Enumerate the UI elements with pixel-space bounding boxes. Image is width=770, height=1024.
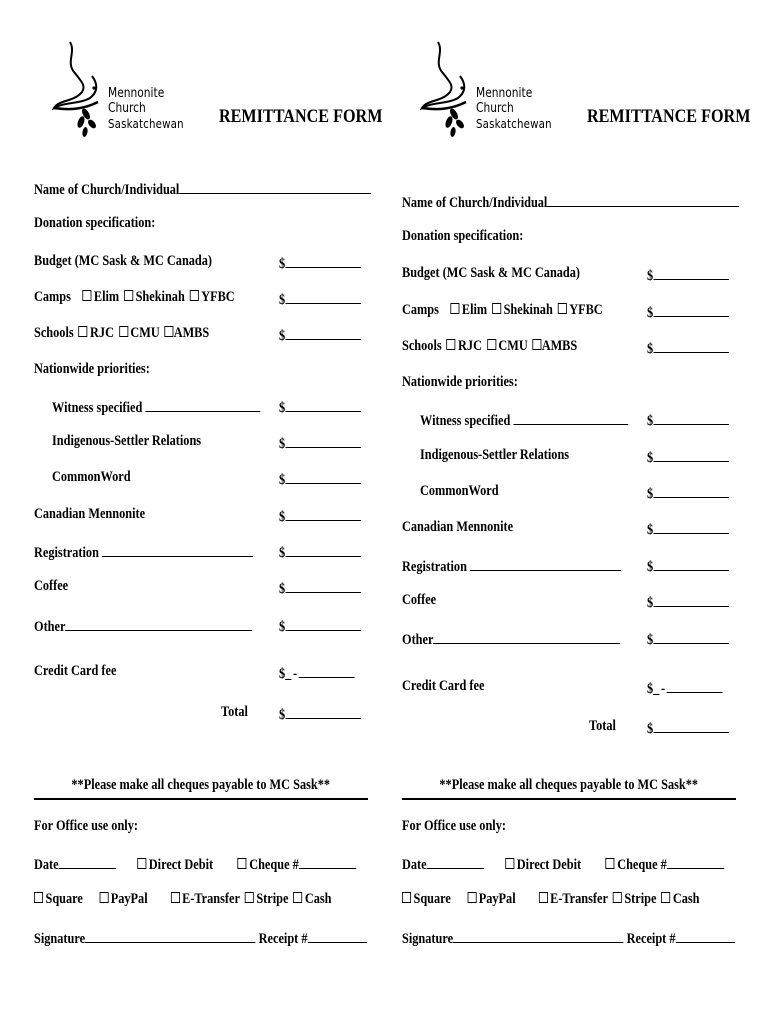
form-title: REMITTANCE FORM [587,106,751,127]
donation-spec-label: Donation specification: [402,228,524,244]
checkbox-paypal[interactable] [467,892,476,903]
budget-label: Budget (MC Sask & MC Canada) [34,253,213,269]
witness-row[interactable]: Witness specified [420,410,628,430]
isr-label: Indigenous-Settler Relations [52,433,202,449]
checkbox-stripe[interactable] [245,892,254,903]
name-label: Name of Church/Individual [402,195,548,211]
other-row[interactable]: Other [34,616,252,636]
canadian-mennonite-label: Canadian Mennonite [34,506,146,522]
nationwide-label: Nationwide priorities: [402,374,518,390]
total-label: Total [221,704,248,720]
logo-line-2: Church [476,101,514,116]
camps-row: Camps Elim Shekinah YFBC [34,289,235,305]
other-amount[interactable]: $ [279,616,361,636]
mc-sask-logo [52,40,192,140]
canadian-mennonite-amount[interactable]: $ [279,506,361,526]
remittance-form-right [402,0,751,1024]
office-use-label: For Office use only: [34,818,138,834]
coffee-amount[interactable]: $ [647,592,729,612]
credit-card-fee-label: Credit Card fee [34,663,117,679]
camps-amount[interactable]: $ [279,289,361,309]
office-row-1: Date Direct Debit Cheque # [402,854,724,874]
witness-amount[interactable]: $ [647,410,729,430]
name-label: Name of Church/Individual [34,182,180,198]
office-use-label: For Office use only: [402,818,506,834]
cheques-note: **Please make all cheques payable to MC Sask** [71,777,331,793]
credit-card-fee-amount[interactable]: $_ - [279,663,354,683]
divider [402,798,736,800]
checkbox-ambs[interactable] [165,326,174,337]
registration-amount[interactable]: $ [647,556,729,576]
checkbox-rjc[interactable] [447,339,456,350]
checkbox-paypal[interactable] [99,892,108,903]
schools-amount[interactable]: $ [647,338,729,358]
logo-line-1: Mennonite [108,86,165,101]
donation-spec-label: Donation specification: [34,215,156,231]
camps-label: Camps [34,289,71,305]
checkbox-cmu[interactable] [487,339,496,350]
checkbox-shekinah[interactable] [492,303,501,314]
checkbox-cmu[interactable] [119,326,128,337]
date-label: Date [34,857,59,873]
schools-row: Schools RJC CMU AMBS [402,338,578,354]
budget-label: Budget (MC Sask & MC Canada) [402,265,581,281]
isr-amount[interactable]: $ [647,447,729,467]
checkbox-yfbc[interactable] [558,303,567,314]
checkbox-cash[interactable] [661,892,670,903]
checkbox-direct-debit[interactable] [137,858,146,869]
total-label: Total [589,718,616,734]
checkbox-rjc[interactable] [79,326,88,337]
checkbox-stripe[interactable] [613,892,622,903]
budget-amount[interactable]: $ [647,265,729,285]
camps-row: Camps Elim Shekinah YFBC [402,302,603,318]
commonword-amount[interactable]: $ [647,483,729,503]
office-row-1: Date Direct Debit Cheque # [34,854,356,874]
name-field[interactable] [402,192,739,212]
witness-row[interactable]: Witness specified [52,397,260,417]
checkbox-shekinah[interactable] [124,290,133,301]
name-line[interactable] [547,192,739,207]
commonword-label: CommonWord [52,469,131,485]
checkbox-ambs[interactable] [533,339,542,350]
checkbox-direct-debit[interactable] [505,858,514,869]
checkbox-cash[interactable] [293,892,302,903]
camps-amount[interactable]: $ [647,302,729,322]
remittance-form-left [34,0,383,1024]
date-line[interactable] [59,854,116,869]
cheques-note: **Please make all cheques payable to MC Sask** [439,777,699,793]
registration-amount[interactable]: $ [279,542,361,562]
schools-amount[interactable]: $ [279,325,361,345]
schools-row: Schools RJC CMU AMBS [34,325,210,341]
checkbox-square[interactable] [34,892,43,903]
date-line[interactable] [427,854,484,869]
credit-card-fee-label: Credit Card fee [402,678,485,694]
name-field[interactable] [34,179,371,199]
office-row-2: Square PayPal E-Transfer Stripe Cash [34,891,332,908]
checkbox-square[interactable] [402,892,411,903]
camps-label: Camps [402,302,439,318]
other-amount[interactable]: $ [647,629,729,649]
checkbox-elim[interactable] [82,290,91,301]
cheque-line[interactable] [667,854,724,869]
date-label: Date [402,857,427,873]
total-amount[interactable]: $ [647,718,729,738]
cheque-line[interactable] [299,854,356,869]
canadian-mennonite-label: Canadian Mennonite [402,519,514,535]
divider [34,798,368,800]
schools-label: Schools [402,338,442,354]
signature-row[interactable]: Signature Receipt # [402,928,735,948]
checkbox-etransfer[interactable] [171,892,180,903]
credit-card-fee-amount[interactable]: $_ - [647,678,722,698]
logo-line-3: Saskatchewan [476,116,552,131]
logo-wordmark [476,86,552,131]
registration-row[interactable]: Registration [402,556,621,576]
commonword-amount[interactable]: $ [279,469,361,489]
checkbox-etransfer[interactable] [539,892,548,903]
checkbox-cheque[interactable] [238,858,247,869]
commonword-label: CommonWord [420,483,499,499]
isr-label: Indigenous-Settler Relations [420,447,570,463]
isr-amount[interactable]: $ [279,433,361,453]
form-title: REMITTANCE FORM [219,106,383,127]
other-row[interactable]: Other [402,629,620,649]
coffee-label: Coffee [34,578,69,594]
checkbox-yfbc[interactable] [190,290,199,301]
checkbox-cheque[interactable] [606,858,615,869]
dove-logo-icon [420,40,480,140]
witness-amount[interactable]: $ [279,397,361,417]
schools-label: Schools [34,325,74,341]
budget-amount[interactable]: $ [279,253,361,273]
logo-line-2: Church [108,101,146,116]
nationwide-label: Nationwide priorities: [34,361,150,377]
name-line[interactable] [179,179,371,194]
total-amount[interactable]: $ [279,704,361,724]
coffee-amount[interactable]: $ [279,578,361,598]
mc-sask-logo [420,40,560,140]
dove-logo-icon [52,40,112,140]
logo-line-1: Mennonite [476,86,533,101]
checkbox-elim[interactable] [450,303,459,314]
canadian-mennonite-amount[interactable]: $ [647,519,729,539]
office-row-2: Square PayPal E-Transfer Stripe Cash [402,891,700,908]
registration-row[interactable]: Registration [34,542,253,562]
coffee-label: Coffee [402,592,437,608]
signature-row[interactable]: Signature Receipt # [34,928,367,948]
logo-line-3: Saskatchewan [108,116,184,131]
logo-wordmark [108,86,184,131]
